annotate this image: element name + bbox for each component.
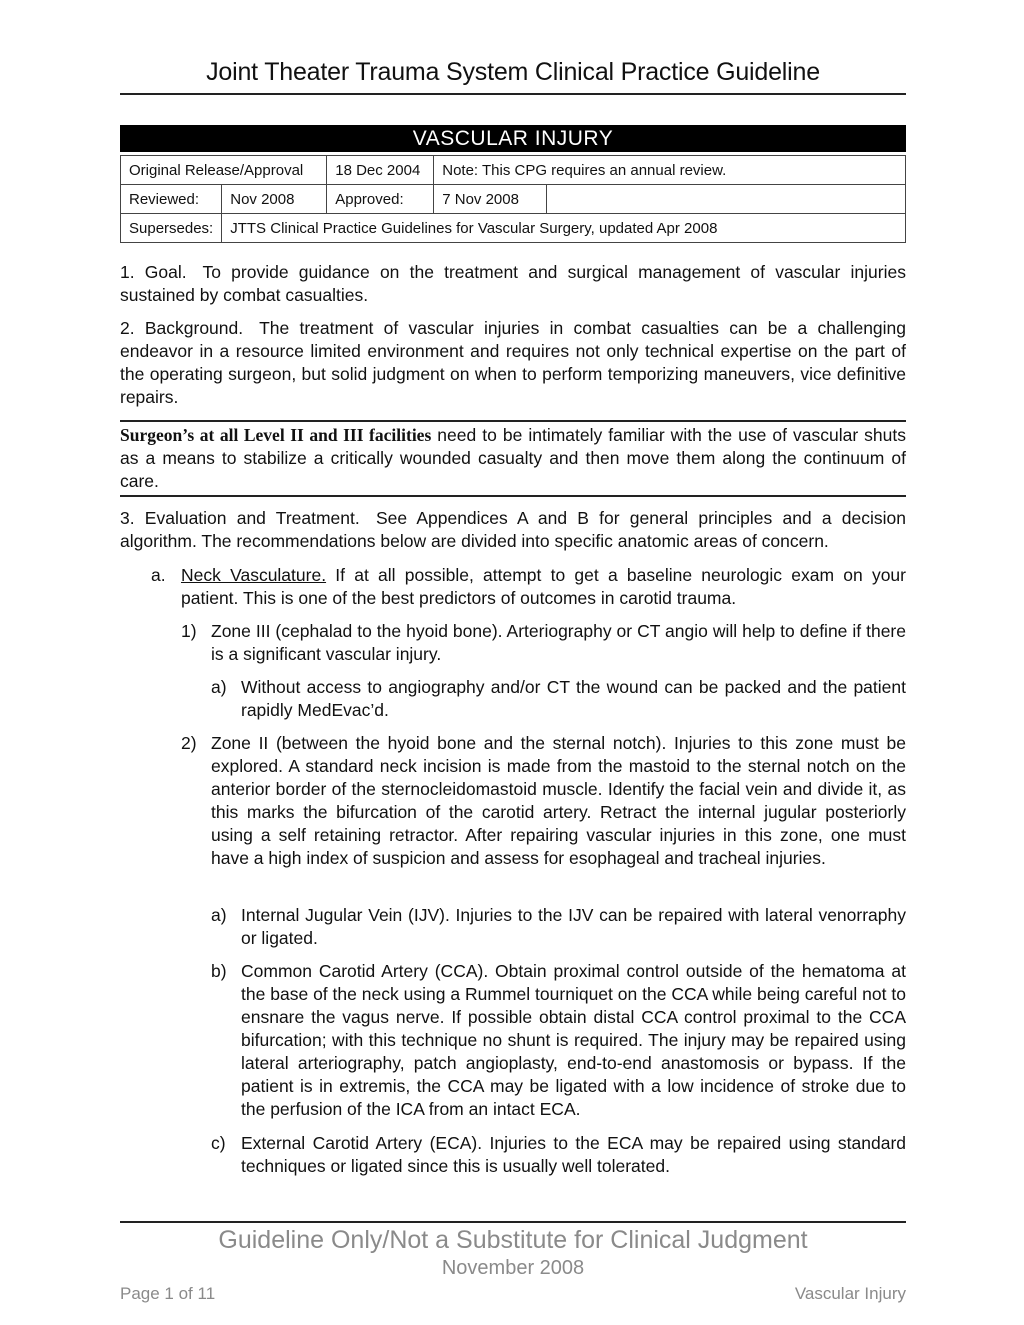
original-release-date: 18 Dec 2004 (327, 156, 434, 185)
item-number: 1) (181, 621, 197, 641)
item-neck-vasculature (151, 564, 906, 610)
item-number: 2) (181, 733, 197, 753)
item-zone-3-a (211, 676, 906, 722)
evaluation-text: See Appendices A and B for general principles and a decision algorithm. The recommendations below are divided into specific anatomic areas of concern. (120, 508, 906, 551)
footer-section-name: Vascular Injury (794, 1284, 906, 1303)
section-goal (120, 261, 906, 307)
goal-text: To provide guidance on the treatment and surgical management of vascular injuries sustained by combat casualties. (120, 262, 906, 305)
callout-bold: Surgeon’s at all Level II and III facilities (120, 425, 432, 445)
item-number: c) (211, 1133, 226, 1153)
footer-disclaimer: Guideline Only/Not a Substitute for Clinical Judgment (218, 1226, 808, 1254)
callout-box (120, 424, 906, 493)
background-text: The treatment of vascular injuries in combat casualties can be a challenging endeavor in a resource limited environment and requires not only technical expertise on the part of the operating surgeon, but solid judgment on when to perform temporizing maneuvers, vice definitive repairs. (120, 318, 907, 407)
zone3-text: Zone III (cephalad to the hyoid bone). Arteriography or CT angio will help to define if there is a significant vascular injury. (211, 621, 906, 664)
item-ijv (211, 904, 906, 950)
review-note: Note: This CPG requires an annual review. (434, 156, 906, 185)
goal-label: 1. Goal. (120, 262, 187, 282)
ijv-text: Internal Jugular Vein (IJV). Injuries to the IJV can be repaired with lateral venorraphy or ligated. (241, 905, 906, 948)
item-number: b) (211, 961, 227, 981)
original-release-label: Original Release/Approval (121, 156, 327, 185)
approval-table (120, 155, 906, 243)
item-number: a) (211, 677, 227, 697)
section-evaluation (120, 507, 906, 553)
doc-title-bar: VASCULAR INJURY (120, 125, 906, 152)
item-zone-2 (181, 732, 906, 870)
item-eca (211, 1132, 906, 1178)
reviewed-label: Reviewed: (121, 185, 222, 214)
evaluation-label: 3. Evaluation and Treatment. (120, 508, 360, 528)
empty-cell (547, 185, 906, 214)
zone3a-text: Without access to angiography and/or CT the wound can be packed and the patient rapidly MedEvac’d. (241, 677, 906, 720)
eca-text: External Carotid Artery (ECA). Injuries to the ECA may be repaired using standard techniques or ligated since this is usually well tolerated. (241, 1133, 906, 1176)
neck-text: If at all possible, attempt to get a baseline neurologic exam on your patient. This is one of the best predictors of outcomes in carotid trauma. (181, 565, 906, 608)
neck-heading: Neck Vasculature. (181, 565, 327, 585)
footer-rule (120, 1221, 906, 1223)
item-zone-3 (181, 620, 906, 666)
background-label: 2. Background. (120, 318, 244, 338)
item-cca (211, 960, 906, 1121)
callout-text: need to be intimately familiar with the use of vascular shuts as a means to stabilize a critically wounded casualty and then move them along the continuum of care. (120, 425, 907, 491)
cca-text: Common Carotid Artery (CCA). Obtain proximal control outside of the hematoma at the base of the neck using a Rummel tourniquet on the CCA while being careful not to ensnare the vagus nerve. If possible obtain distal CCA control proximal to the CCA bifurcation; with this technique no shunt is required. The injury may be repaired using lateral arteriography, patch angioplasty, end-to-end anastomosis or bypass. If the patient is in extremis, the CCA may be ligated with a low incidence of stroke due to the perfusion of the ICA from an intact ECA. (241, 961, 906, 1119)
reviewed-date: Nov 2008 (222, 185, 327, 214)
approved-date: 7 Nov 2008 (434, 185, 547, 214)
approved-label: Approved: (327, 185, 434, 214)
callout-bottom-rule (120, 495, 906, 497)
section-background (120, 317, 906, 409)
supersedes-label: Supersedes: (121, 214, 222, 243)
footer-date: November 2008 (441, 1257, 585, 1279)
header-title: Joint Theater Trauma System Clinical Practice Guideline (206, 58, 820, 86)
zone2-text: Zone II (between the hyoid bone and the sternal notch). Injuries to this zone must be explored. A standard neck incision is made from the mastoid to the sternal notch on the anterior border of the sternocleidomastoid muscle. Identify the facial vein and divide it, as this marks the bifurcation of the carotid artery. Retract the internal jugular posteriorly using a self retaining retractor. After repairing vascular injuries in this zone, one must have a high index of suspicion and assess for esophageal and tracheal injuries. (211, 733, 906, 868)
supersedes-text: JTTS Clinical Practice Guidelines for Vascular Surgery, updated Apr 2008 (222, 214, 906, 243)
item-number: a. (151, 565, 166, 585)
callout-top-rule (120, 420, 906, 422)
page-number: Page 1 of 11 (120, 1284, 216, 1303)
header-rule (120, 93, 906, 95)
item-number: a) (211, 905, 227, 925)
